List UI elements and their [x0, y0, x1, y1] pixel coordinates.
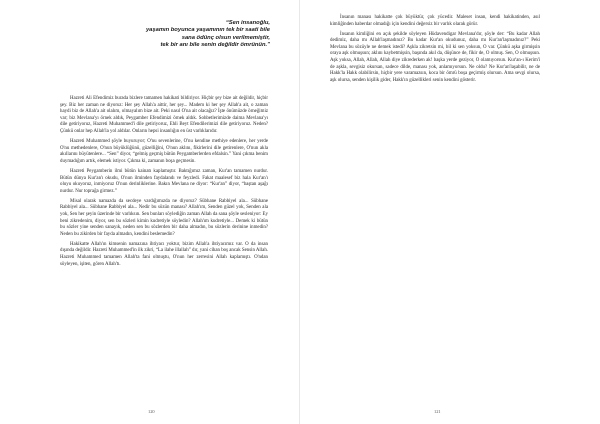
quote-line: “Sen insanoğlu,: [225, 20, 270, 26]
paragraph: İnsanın manası hakikatte çok büyüktür, çok yücedir. Maleset insan, kendi hakikatinden, asıl kimliğinden haberdar olmadığı için kendini değersiz bir varlık olarak görür.: [330, 15, 540, 27]
page-number: 120: [148, 409, 155, 414]
paragraph: İnsanın kimliğini en açık şekilde söyleyen Hüdavendigar Mevlana'dır, şöyle der: “Bu kadar Allah dedimiz, daha mı Allah'laşmadınız? Bu kadar Kur'an okudunuz, daha mı Kur'an'laşmadınız?” Peki Mevlana bu sözüyle ne demek istedi? Aşkla zikretsin mi, bil ki sen yoksun, O var. Çünkü aşka girmişsin oraya aşk olmuşsun; aklını kaybetmişsin, başında akıl da, düşünce de, fikir de, O olmuş. Sen, O olmuşsun. Aşk yoksa, Allah, Allah, Allah diye zikrederken ak! başka yerde geziyor, O olamıyorsun. Kur'an-ı Kerim'i de aşkla, sevgisiz okursan, sadece dilde, manası yok, anlamıyorsun. Ne oldu? Ne Kur'an'laşabilir, ne de Hakk'la Hakk olabilirsin, hiçbir yere varamazsın, koca bir ömrü boşa geçirmiş olursun. Ama sevgi olursa, aşk olursa, senden kişilik gider, Hakk'ın güzellikleri senin kendini gösterir.: [330, 31, 540, 83]
page-number: 121: [434, 409, 441, 414]
epigraph-quote: [118, 20, 270, 50]
paragraph: Hazreti Muhammed şöyle buyuruyor; O'nu sevenlerine, O'nu kendine methiye edenlere, her yerde O'nu methedenlere, O'nun büyüklüğünü, güzelliğini, O'nun aklını, fikirlerini dile getirenlere, O'nun akla akıllarını büyütenlere... “Sen” diyor, “gelmiş geçmiş bütün Peygamberlerden efdalsin.” Yani çıkma benim duymadığım artık, elemek istiyor. Çıkma ki, zamanın boşa geçmesin.: [60, 139, 268, 164]
right-page: [300, 0, 600, 424]
paragraph: Misal olarak namazda da secdeye vardığımızda ne diyoruz? Sübhane Rabbiyel ala... Sübhane Rabbiyel ala... Sübhane Rabbiyel ala... Nedir bu sözün manası? Allah'ım, Senden güzel yok, Senden ala yok, Sen her şeyin üzerinde bir varlıksın. Sen bunları söylediğin zaman Allah da sana şöyle sesleniyor: Ey beni zikredenim, diyor, sen bu sözleri kimin kudretiyle söyledin? Allah'ım kudretiyle... Demek ki bütün bu sözler yine senden sanayık, neden sen bu sözlerden bir daha almadın, bu sözlerin derinine inmedin? Neden bu zikirden bir fayda almadın, kendini beslemedin?: [60, 198, 268, 237]
paragraph: Hakikatte Allah'ın kimsenin namazına ihtiyacı yoktur, bizim Allah'a ihtiyacımız var. O da insan dışında değildir. Hazreti Muhammed'in ilk zikri, “La ilahe illallah” dır, yani cihan boş ancak Sensin Allah. Hazreti Muhammed tamamen Allah'ta fani olmuştu, O'nun her zerresini Allah kaplamıştı. O'ndan söyleyen, işiten, gören Allah'tı.: [60, 241, 268, 267]
quote-line: yaşamın boyunca yaşamının tek bir saati bile: [145, 27, 270, 34]
quote-line: tek bir anı bile senin değildir ömrünün.”: [160, 42, 270, 49]
left-body-text: [60, 96, 268, 272]
paragraph: Hazreti Peygamberin ilmi bütün kainatı kaplamıştır. Baktığımız zaman, Kur'an tamamen nurdur. Bütün dünya Kur'an'ı okudu, O'nun ilminden faydalandı ve feyzledi. Fakat maalesef biz hala Kur'an'ı oluyu okuyoruz, inmiyoruz O'nun derinliklerine. Bakın Mevlana ne diyor: “Kur'an” diyor, “baştan aşağı nurdur. Nur toprağa girmez.”: [60, 168, 268, 194]
right-body-text: [330, 15, 540, 88]
quote-line: sana ödünç olsun verilmemiştir,: [181, 34, 270, 41]
paragraph: Hazreti Ali Efendimiz burada bizlere tamamen hakikati bildiriyor. Hiçbir şey bize ait değildir, hiçbir şey. Biz her zaman ne diyoruz: Her şey Allah'a aittir, her şey... Madem ki her şey Allah'a ait, o zaman haydi biz de Allah'a ait olalım, olmayalım bize ait. Peki nasıl O'na ait olacağız? İşte önümüzde örneğimiz var; biz Mevlana'yı örnek aldık, Peygamber Efendimizi örnek aldık. Sohbetlerimizde daima Mevlana'yı dile getiriyoruz, Hazreti Muhammed'i dile getiriyoruz, Ehli Beyt Efendilerimizi dile getiriyoruz. Neden? Çünkü onlar hep Allah'la yol aldılar. Onların hepsi insanlığın en üst varlıklarıdır.: [60, 96, 268, 134]
